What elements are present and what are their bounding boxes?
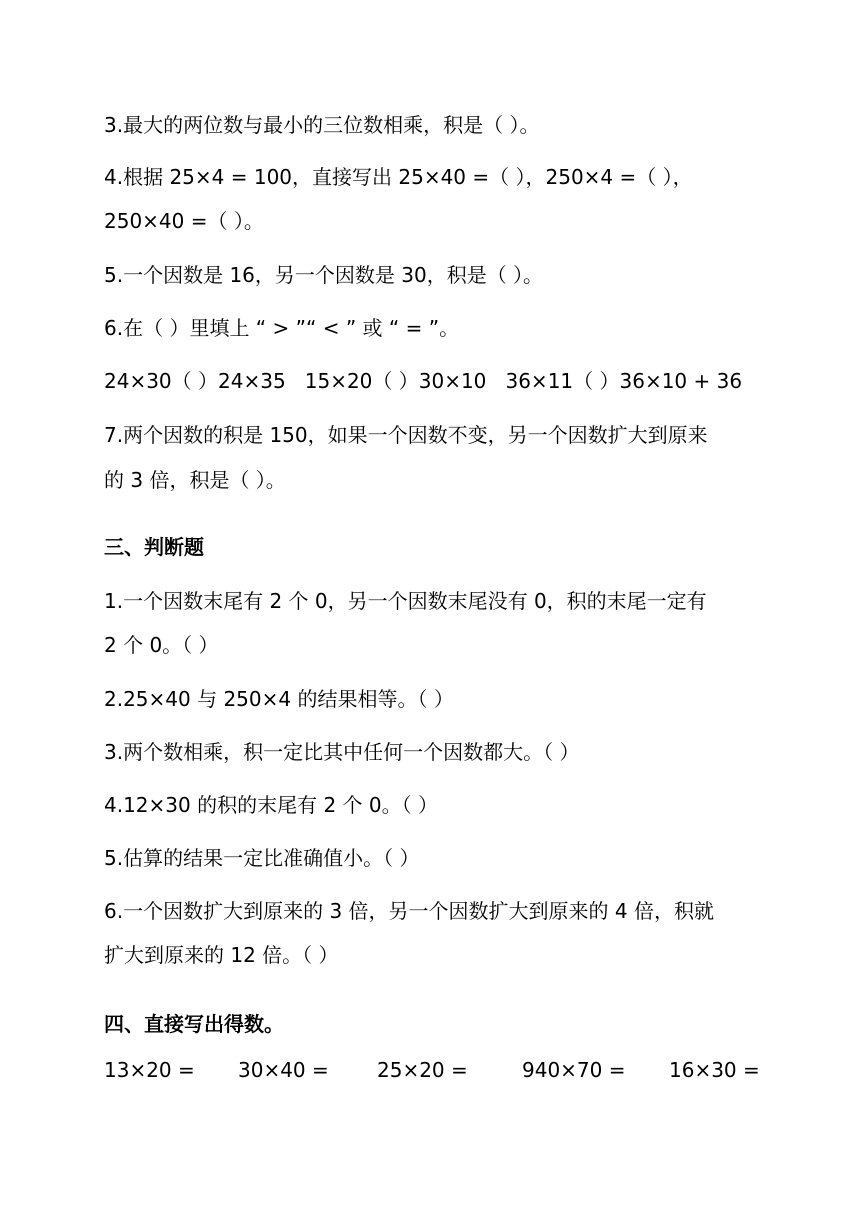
judge-q6-line1: 6.一个因数扩大到原来的 3 倍，另一个因数扩大到原来的 4 倍，积就 — [104, 899, 714, 923]
judge-q1-line2: 2 个 0。（ ） — [104, 633, 219, 657]
judge-q5: 5.估算的结果一定比准确值小。（ ） — [104, 846, 420, 870]
direct-section-title: 四、直接写出得数。 — [104, 1012, 284, 1036]
fill-in-q7-line1: 7.两个因数的积是 150，如果一个因数不变，另一个因数扩大到原来 — [104, 423, 708, 447]
judge-q3: 3.两个数相乘，积一定比其中任何一个因数都大。（ ） — [104, 740, 580, 764]
calc-item: 940×70 = — [522, 1058, 626, 1082]
calc-item: 25×20 = — [377, 1058, 468, 1082]
fill-in-q4-line1: 4.根据 25×4 = 100，直接写出 25×40 =（ ），250×4 =（ ）， — [104, 165, 693, 189]
fill-in-q5: 5.一个因数是 16，另一个因数是 30，积是（ ）。 — [104, 263, 544, 287]
calc-item: 13×20 = — [104, 1058, 195, 1082]
fill-in-q4-line2: 250×40 =（ ）。 — [104, 209, 264, 233]
fill-in-q3: 3.最大的两位数与最小的三位数相乘，积是（ ）。 — [104, 113, 540, 137]
fill-in-q7-line2: 的 3 倍，积是（ ）。 — [104, 468, 286, 492]
judge-q2: 2.25×40 与 250×4 的结果相等。（ ） — [104, 687, 454, 711]
fill-in-q6: 6.在（ ）里填上 “ > ”“ < ” 或 “ = ”。 — [104, 316, 460, 340]
judge-section-title: 三、判断题 — [104, 535, 204, 559]
judge-q4: 4.12×30 的积的末尾有 2 个 0。（ ） — [104, 793, 438, 817]
fill-in-q6-comparisons: 24×30（ ）24×35 15×20（ ）30×10 36×11（ ）36×10 + 36 — [104, 369, 743, 393]
judge-q6-line2: 扩大到原来的 12 倍。（ ） — [104, 943, 339, 967]
judge-q1-line1: 1.一个因数末尾有 2 个 0，另一个因数末尾没有 0，积的末尾一定有 — [104, 589, 707, 613]
calc-item: 30×40 = — [238, 1058, 329, 1082]
calc-item: 16×30 = — [669, 1058, 760, 1082]
